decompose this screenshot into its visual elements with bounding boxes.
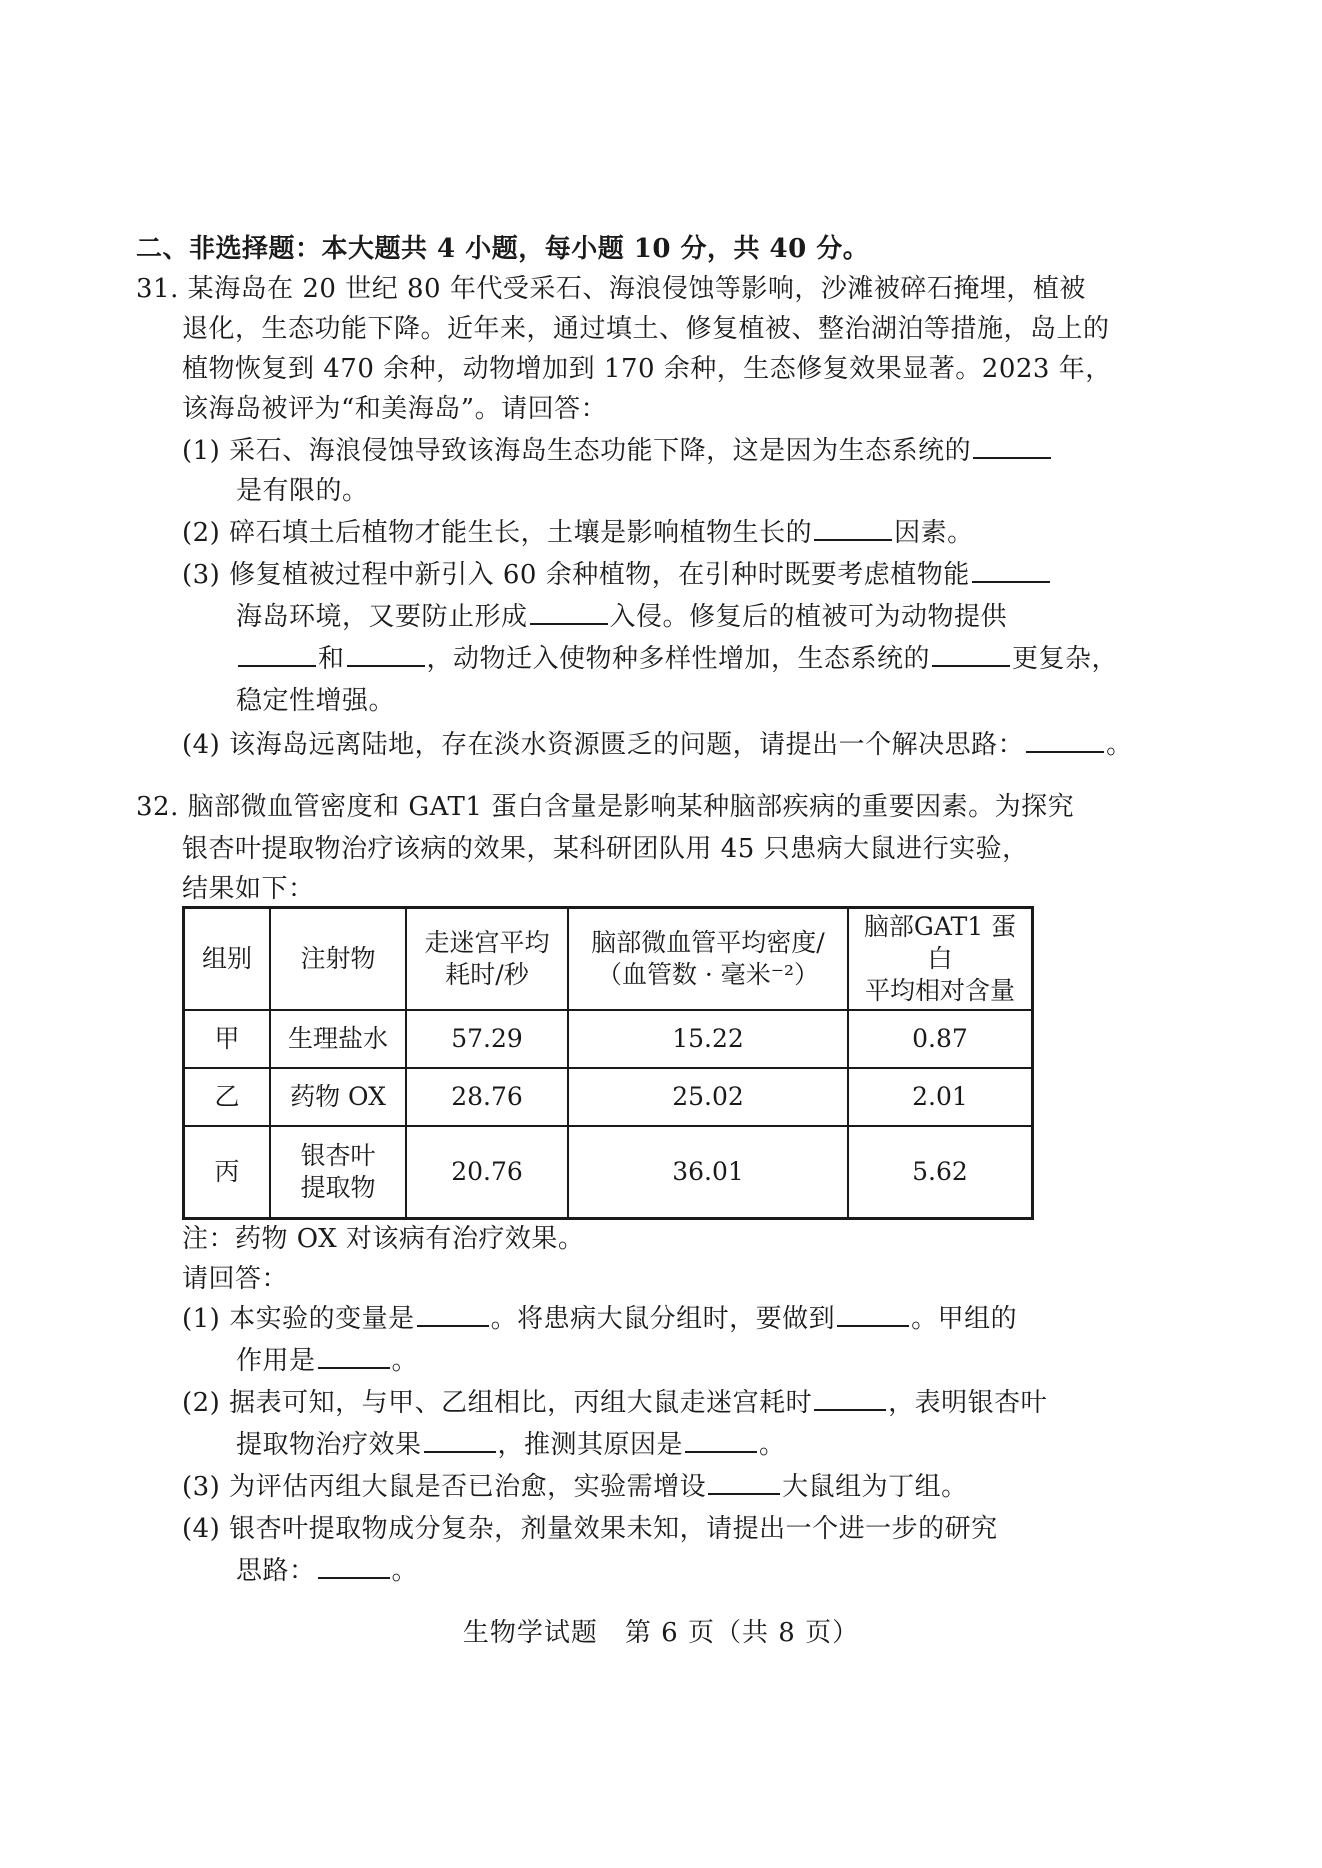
q31-sub3-text: (3) 修复植被过程中新引入 60 余种植物，在引种时既要考虑植物能	[182, 560, 970, 590]
cell-group: 甲	[184, 1010, 271, 1068]
answer-blank[interactable]	[814, 1387, 886, 1411]
q31-sub3-text-4: 和	[318, 644, 345, 674]
header-gat1: 脑部GAT1 蛋白 平均相对含量	[848, 908, 1033, 1011]
answer-blank[interactable]	[424, 1429, 496, 1453]
q32-sub2-text-3: 提取物治疗效果	[236, 1430, 422, 1460]
table-note: 注：药物 OX 对该病有治疗效果。	[182, 1224, 585, 1254]
cell-maze-time: 20.76	[406, 1126, 568, 1219]
q31-sub1-text: (1) 采石、海浪侵蚀导致该海岛生态功能下降，这是因为生态系统的	[182, 436, 972, 466]
q31-sub4-tail: 。	[1106, 730, 1133, 760]
q32-stem-line-1: 32. 脑部微血管密度和 GAT1 蛋白含量是影响某种脑部疾病的重要因素。为探究	[136, 792, 1075, 822]
q32-sub2-text-2: ，表明银杏叶	[888, 1388, 1048, 1418]
q31-sub3-text-6: 更复杂，	[1012, 644, 1119, 674]
answer-blank[interactable]	[530, 601, 608, 625]
q32-sub4-text-2: 思路：	[236, 1556, 316, 1586]
q32-sub3-tail: 大鼠组为丁组。	[782, 1472, 968, 1502]
q31-sub2-text: (2) 碎石填土后植物才能生长，土壤是影响植物生长的	[182, 518, 813, 548]
q32-sub1-tail: 。	[391, 1346, 419, 1376]
q31-sub1-cont: 是有限的。	[236, 476, 369, 506]
answer-blank[interactable]	[708, 1471, 780, 1495]
q32-stem-line-3: 结果如下：	[182, 874, 315, 904]
q32-sub2	[182, 1386, 1047, 1420]
q32-sub1	[182, 1302, 1017, 1336]
cell-vessel-density: 15.22	[568, 1010, 848, 1068]
q31-sub3-text-5: ，动物迁入使物种多样性增加，生态系统的	[426, 644, 931, 674]
q32-sub2-text-4: ，推测其原因是	[497, 1430, 684, 1460]
q31-sub3-text-3: 入侵。修复后的植被可为动物提供	[609, 602, 1008, 632]
q32-sub1-text-2: 。将患病大鼠分组时，要做到	[490, 1304, 836, 1334]
cell-maze-time: 28.76	[406, 1068, 568, 1126]
table-row	[184, 1010, 1033, 1068]
answer-blank[interactable]	[837, 1303, 909, 1327]
answer-blank[interactable]	[238, 643, 316, 667]
results-table	[182, 906, 1034, 1220]
answer-blank[interactable]	[318, 1555, 390, 1579]
answer-blank[interactable]	[318, 1345, 390, 1369]
section-heading: 二、非选择题：本大题共 4 小题，每小题 10 分，共 40 分。	[136, 234, 870, 264]
cell-group: 丙	[184, 1126, 271, 1219]
q32-sub2-cont	[236, 1428, 786, 1462]
q31-sub3-text-2: 海岛环境，又要防止形成	[236, 602, 528, 632]
answer-blank[interactable]	[417, 1303, 489, 1327]
q32-sub1-text-4: 作用是	[236, 1346, 316, 1376]
q32-sub4-cont	[236, 1554, 418, 1588]
q31-sub4	[182, 728, 1133, 762]
table-header-row	[184, 908, 1033, 1011]
q31-sub4-text: (4) 该海岛远离陆地，存在淡水资源匮乏的问题，请提出一个解决思路：	[182, 730, 1025, 760]
answer-blank[interactable]	[1026, 729, 1104, 753]
q31-sub1	[182, 434, 1053, 468]
q32-sub1-cont	[236, 1344, 418, 1378]
q32-sub2-text: (2) 据表可知，与甲、乙组相比，丙组大鼠走迷宫耗时	[182, 1388, 813, 1418]
header-maze-time: 走迷宫平均 耗时/秒	[406, 908, 568, 1011]
answer-blank[interactable]	[347, 643, 425, 667]
cell-gat1: 5.62	[848, 1126, 1033, 1219]
cell-group: 乙	[184, 1068, 271, 1126]
cell-substance: 药物 OX	[270, 1068, 406, 1126]
q32-sub3	[182, 1470, 968, 1504]
q31-sub3-line-2	[236, 600, 1007, 634]
answer-blank[interactable]	[685, 1429, 757, 1453]
page-footer: 生物学试题 第 6 页（共 8 页）	[462, 1618, 860, 1648]
cell-gat1: 0.87	[848, 1010, 1033, 1068]
cell-substance: 银杏叶 提取物	[270, 1126, 406, 1219]
q32-sub1-text: (1) 本实验的变量是	[182, 1304, 415, 1334]
q31-stem-line-2: 退化，生态功能下降。近年来，通过填土、修复植被、整治湖泊等措施，岛上的	[182, 314, 1110, 344]
cell-vessel-density: 36.01	[568, 1126, 848, 1219]
table-row	[184, 1126, 1033, 1219]
q32-stem-line-2: 银杏叶提取物治疗该病的效果，某科研团队用 45 只患病大鼠进行实验，	[182, 834, 1029, 864]
q32-sub2-tail: 。	[759, 1430, 786, 1460]
q31-stem-line-3: 植物恢复到 470 余种，动物增加到 170 余种，生态修复效果显著。2023 年，	[182, 354, 1112, 384]
table-row	[184, 1068, 1033, 1126]
q31-sub2	[182, 516, 974, 550]
q32-sub4: (4) 银杏叶提取物成分复杂，剂量效果未知，请提出一个进一步的研究	[182, 1514, 998, 1544]
q32-sub3-text: (3) 为评估丙组大鼠是否已治愈，实验需增设	[182, 1472, 707, 1502]
q31-stem-line-4: 该海岛被评为“和美海岛”。请回答：	[182, 394, 608, 424]
cell-gat1: 2.01	[848, 1068, 1033, 1126]
header-group: 组别	[184, 908, 271, 1011]
header-vessel-density: 脑部微血管平均密度/ （血管数 · 毫米⁻²）	[568, 908, 848, 1011]
cell-vessel-density: 25.02	[568, 1068, 848, 1126]
q31-sub2-tail: 因素。	[894, 518, 974, 548]
q32-sub1-text-3: 。甲组的	[911, 1304, 1018, 1334]
answer-blank[interactable]	[932, 643, 1010, 667]
q31-stem-line-1: 31. 某海岛在 20 世纪 80 年代受采石、海浪侵蚀等影响，沙滩被碎石掩埋，植被	[136, 274, 1086, 304]
answer-blank[interactable]	[973, 435, 1051, 459]
answer-prompt: 请回答：	[182, 1264, 289, 1294]
cell-substance: 生理盐水	[270, 1010, 406, 1068]
answer-blank[interactable]	[814, 517, 892, 541]
answer-blank[interactable]	[972, 559, 1050, 583]
q31-sub3	[182, 558, 1052, 592]
q31-sub3-line-4: 稳定性增强。	[236, 686, 396, 716]
q31-sub3-line-3	[236, 642, 1118, 676]
q32-sub4-tail: 。	[391, 1556, 419, 1586]
header-substance: 注射物	[270, 908, 406, 1011]
cell-maze-time: 57.29	[406, 1010, 568, 1068]
